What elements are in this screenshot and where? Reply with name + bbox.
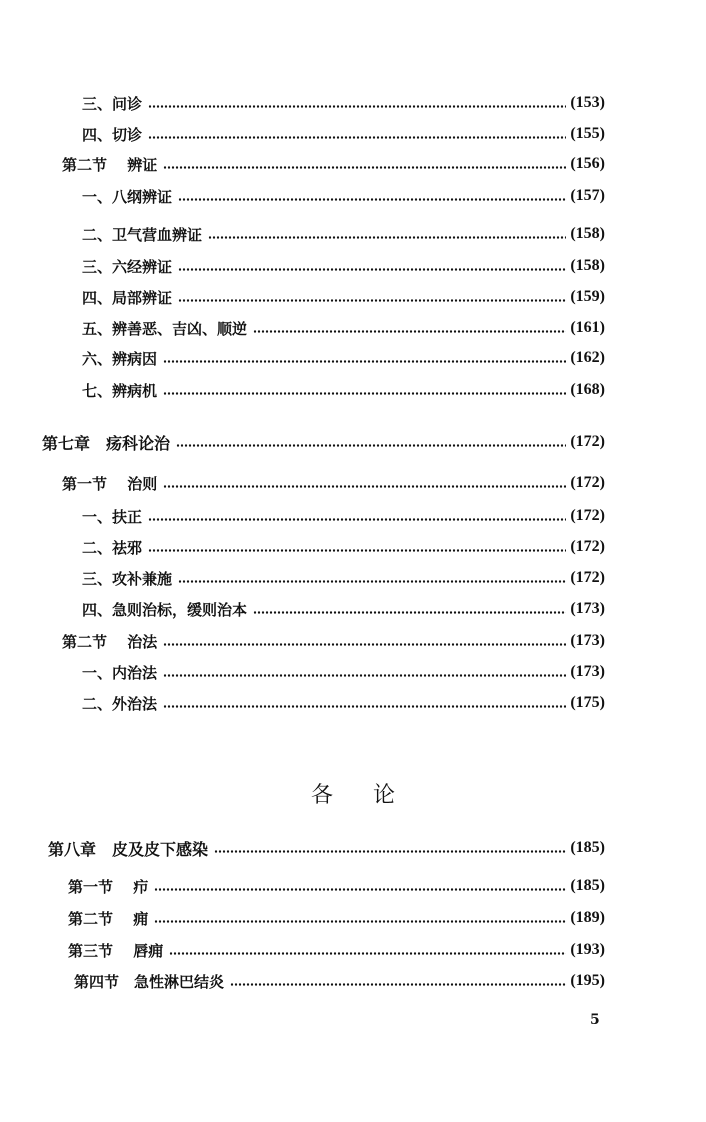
entry-title: 三、六经辨证: [82, 257, 173, 276]
dot-leader: [178, 299, 566, 302]
entry-title: 第二节 痈: [68, 909, 149, 928]
toc-entry: [82, 505, 605, 527]
entry-page: (153): [570, 94, 605, 111]
entry-title: 五、辨善恶、吉凶、顺逆: [82, 319, 248, 338]
dot-leader: [169, 952, 566, 955]
toc-entry: [82, 223, 605, 245]
entry-title: 第八章 皮及皮下感染: [48, 839, 209, 859]
dot-leader: [253, 330, 566, 333]
entry-title: 一、内治法: [82, 663, 158, 682]
dot-leader: [163, 643, 566, 646]
dot-leader: [148, 105, 566, 108]
dot-leader: [253, 611, 566, 614]
toc-entry: [68, 875, 605, 897]
dot-leader: [148, 549, 566, 552]
entry-title: 四、局部辨证: [82, 288, 173, 307]
toc-entry: [82, 661, 605, 683]
dot-leader: [230, 983, 566, 986]
entry-title: 第三节 唇痈: [68, 941, 164, 960]
entry-page: (173): [570, 663, 605, 680]
entry-page: (157): [570, 187, 605, 204]
entry-page: (175): [570, 694, 605, 711]
entry-title: 第四节 急性淋巴结炎: [74, 972, 225, 991]
toc-entry: [82, 286, 605, 308]
toc-entry: [68, 907, 605, 929]
entry-page: (158): [570, 225, 605, 242]
dot-leader: [163, 360, 566, 363]
toc-entry: [48, 837, 605, 859]
entry-page: (173): [570, 600, 605, 617]
entry-page: (172): [570, 569, 605, 586]
dot-leader: [178, 268, 566, 271]
entry-page: (195): [570, 972, 605, 989]
entry-title: 一、扶正: [82, 507, 143, 526]
dot-leader: [163, 485, 566, 488]
page-number: 5: [590, 1012, 600, 1028]
toc-entry: [62, 472, 605, 494]
entry-title: 七、辨病机: [82, 381, 158, 400]
entry-page: (193): [570, 941, 605, 958]
toc-entry: [82, 123, 605, 145]
entry-title: 四、切诊: [82, 125, 143, 144]
toc-entry: [82, 317, 605, 339]
dot-leader: [154, 920, 566, 923]
toc-entry: [82, 255, 605, 277]
dot-leader: [163, 705, 566, 708]
dot-leader: [148, 136, 566, 139]
toc-entry: [82, 536, 605, 558]
entry-title: 第一节 疖: [68, 877, 149, 896]
entry-title: 二、外治法: [82, 694, 158, 713]
dot-leader: [148, 518, 566, 521]
part-heading: 各论: [310, 783, 435, 808]
entry-page: (173): [570, 632, 605, 649]
entry-page: (156): [570, 155, 605, 172]
dot-leader: [163, 166, 566, 169]
dot-leader: [208, 236, 566, 239]
entry-title: 一、八纲辨证: [82, 187, 173, 206]
entry-title: 第七章 疡科论治: [42, 433, 171, 453]
entry-title: 四、急则治标，缓则治本: [82, 600, 248, 619]
dot-leader: [178, 580, 566, 583]
entry-page: (172): [570, 474, 605, 491]
toc-entry: [68, 939, 605, 961]
toc-entry: [82, 692, 605, 714]
entry-title: 二、祛邪: [82, 538, 143, 557]
dot-leader: [154, 888, 566, 891]
entry-page: (158): [570, 257, 605, 274]
toc-entry: [82, 185, 605, 207]
toc-entry: [62, 153, 605, 175]
entry-page: (155): [570, 125, 605, 142]
entry-page: (172): [570, 538, 605, 555]
toc-entry: [42, 431, 605, 453]
entry-title: 二、卫气营血辨证: [82, 225, 203, 244]
entry-title: 第二节 治法: [62, 632, 158, 651]
entry-page: (189): [570, 909, 605, 926]
entry-page: (172): [570, 507, 605, 524]
dot-leader: [214, 850, 566, 853]
toc-entry: [82, 567, 605, 589]
entry-page: (185): [570, 877, 605, 894]
dot-leader: [163, 392, 566, 395]
dot-leader: [163, 674, 566, 677]
entry-page: (168): [570, 381, 605, 398]
dot-leader: [178, 198, 566, 201]
entry-title: 六、辨病因: [82, 349, 158, 368]
entry-page: (185): [570, 839, 605, 856]
entry-title: 第一节 治则: [62, 474, 158, 493]
entry-page: (172): [570, 433, 605, 450]
entry-page: (159): [570, 288, 605, 305]
toc-entry: [82, 379, 605, 401]
entry-page: (161): [570, 319, 605, 336]
toc-entry: [82, 598, 605, 620]
entry-title: 三、问诊: [82, 94, 143, 113]
entry-title: 三、攻补兼施: [82, 569, 173, 588]
entry-title: 第二节 辨证: [62, 155, 158, 174]
dot-leader: [176, 444, 566, 447]
entry-page: (162): [570, 349, 605, 366]
toc-entry: [62, 630, 605, 652]
toc-entry: [74, 970, 605, 992]
toc-entry: [82, 347, 605, 369]
toc-entry: [82, 92, 605, 114]
